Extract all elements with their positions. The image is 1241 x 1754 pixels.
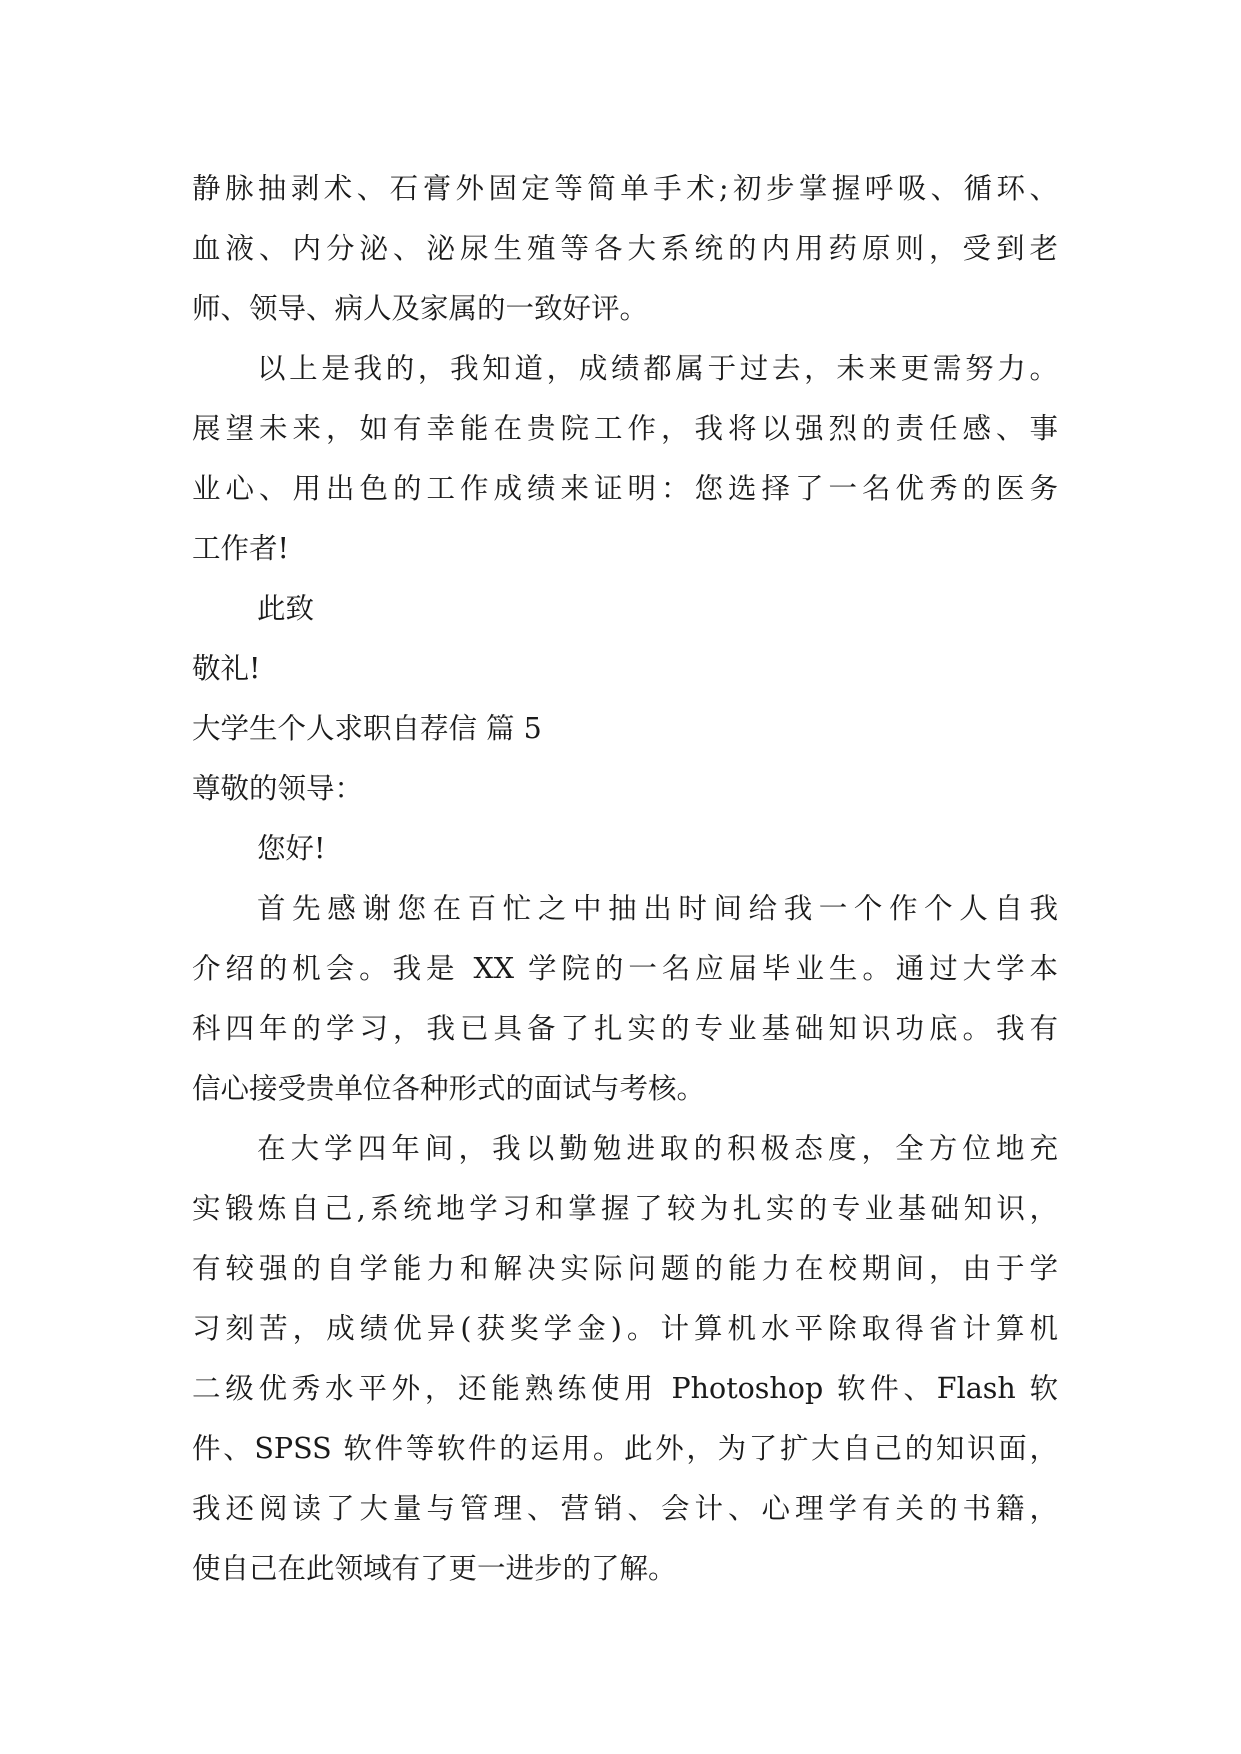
paragraph-line: 介绍的机会。我是 XX 学院的一名应届毕业生。通过大学本 (192, 952, 1058, 985)
paragraph-line: 首先感谢您在百忙之中抽出时间给我一个作个人自我 (257, 892, 1058, 925)
paragraph-line: 件、SPSS 软件等软件的运用。此外，为了扩大自己的知识面， (192, 1432, 1058, 1465)
paragraph-line: 科四年的学习，我已具备了扎实的专业基础知识功底。我有 (192, 1012, 1058, 1045)
letter-greeting: 尊敬的领导： (192, 772, 364, 805)
paragraph-line: 在大学四年间，我以勤勉进取的积极态度，全方位地充 (257, 1132, 1058, 1165)
paragraph-line: 使自己在此领域有了更一进步的了解。 (192, 1552, 677, 1585)
paragraph-line: 师、领导、病人及家属的一致好评。 (192, 292, 649, 325)
paragraph-line: 有较强的自学能力和解决实际问题的能力在校期间，由于学 (192, 1252, 1058, 1285)
paragraph-line: 静脉抽剥术、石膏外固定等简单手术;初步掌握呼吸、循环、 (192, 172, 1058, 205)
paragraph-line: 以上是我的，我知道，成绩都属于过去，未来更需努力。 (257, 352, 1058, 385)
paragraph-line: 血液、内分泌、泌尿生殖等各大系统的内用药原则，受到老 (192, 232, 1058, 265)
paragraph-line: 我还阅读了大量与管理、营销、会计、心理学有关的书籍， (192, 1492, 1058, 1525)
paragraph-line: 信心接受贵单位各种形式的面试与考核。 (192, 1072, 706, 1105)
paragraph-line: 习刻苦，成绩优异(获奖学金)。计算机水平除取得省计算机 (192, 1312, 1058, 1345)
closing-regards: 敬礼! (192, 652, 261, 685)
paragraph-line: 业心、用出色的工作成绩来证明：您选择了一名优秀的医务 (192, 472, 1058, 505)
paragraph-line: 展望未来，如有幸能在贵院工作，我将以强烈的责任感、事 (192, 412, 1058, 445)
letter-greeting-hello: 您好! (257, 832, 326, 865)
section-heading: 大学生个人求职自荐信 篇 5 (192, 712, 542, 745)
paragraph-line: 实锻炼自己,系统地学习和掌握了较为扎实的专业基础知识， (192, 1192, 1058, 1225)
closing-salutation: 此致 (257, 592, 315, 625)
paragraph-line: 二级优秀水平外，还能熟练使用 Photoshop 软件、Flash 软 (192, 1372, 1058, 1405)
paragraph-line: 工作者! (192, 532, 289, 565)
